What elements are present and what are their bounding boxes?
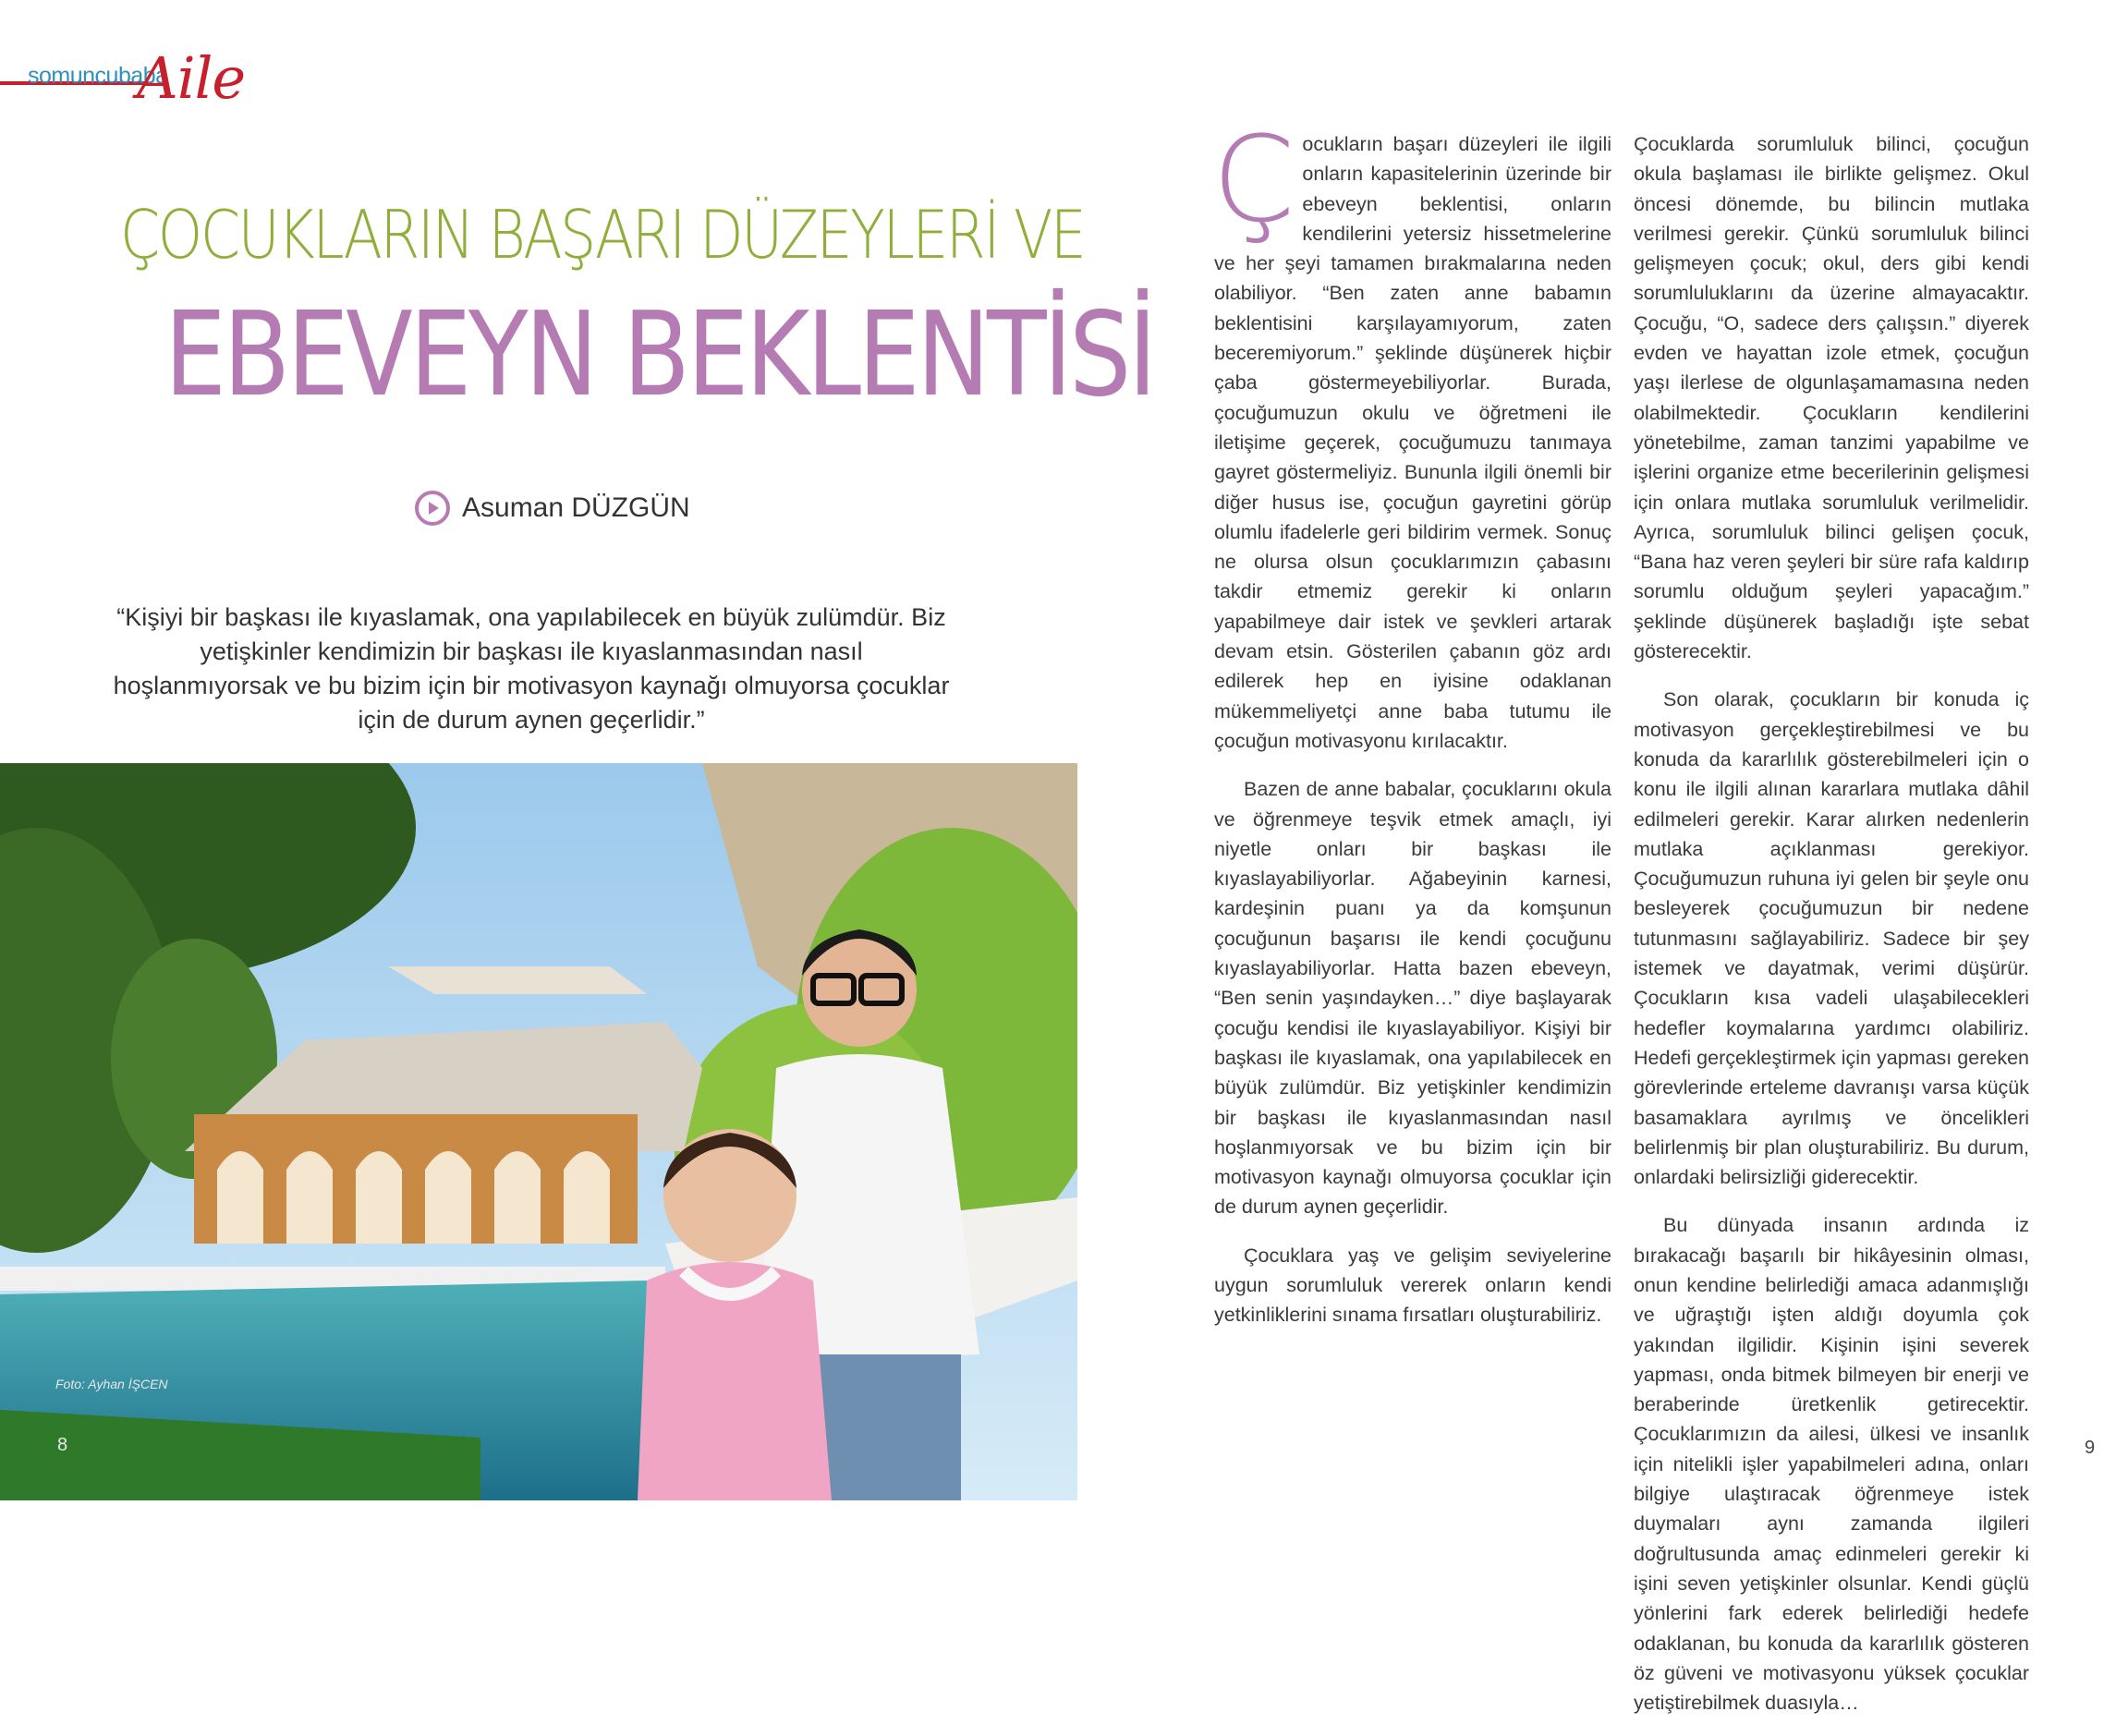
author-name: Asuman DÜZGÜN [462,492,690,523]
pull-quote: “Kişiyi bir başkası ile kıyaslamak, ona yapılabilecek en büyük zulümdür. Biz yetişkinler kendimizin bir başkası ile kıyaslanmasından nasıl hoşlanmıyorsak ve bu bizim için bir motivasyon kaynağı olmuyorsa çocuklar için de durum aynen geçerlidir.” [113,603,950,734]
logo-section-text: Aile [137,44,246,112]
paragraph-3: Çocuklara yaş ve gelişim seviyelerine uygun sorumluluk vererek onların kendi yetkinliklerini sınama fırsatları oluşturabiliriz. [1214,1244,1611,1327]
paragraph-3-continued: Çocuklarda sorumluluk bilinci, çocuğun okula başlaması ile birlikte gelişmez. Okul öncesi dönemde, bu bilincin mutlaka verilmesi gerekir. Çünkü sorumluluk bilinci gelişmeyen çocuk; okul, ders gibi kendi sorumluluklarını da üzerine almayacaktır. Çocuğu, “O, sadece ders çalışsın.” diyerek evden ve hayattan izole etmek, çocuğun yaşı ilerlese de olgunlaşamamasına neden olabilmektedir. Çocukların kendilerini yönetebilme, zaman tanzimi yapabilme ve işlerini organize etme becerilerinin gelişmesi için onlara mutlaka sorumluluk verilmelidir. Ayrıca, sorumluluk bilinci gelişen çocuk, “Bana haz veren şeyleri bir süre rafa kaldırıp sorumlu olduğum şeyleri yapacağım.” şeklinde düşünerek başladığı işte sebat gösterecektir. [1634,133,2029,663]
article-title-line-2: EBEVEYN BEKLENTİSİ [164,286,1154,422]
photo-credit: Foto: Ayhan İŞCEN [55,1377,168,1391]
page-number-right: 9 [2085,1438,2096,1458]
play-circle-icon [414,490,451,527]
left-page [0,0,1154,1500]
right-page [1064,0,2128,1715]
logo-brand-text: somuncubaba [28,63,168,89]
text-column-2 [1634,129,2029,1736]
paragraph-2: Bazen de anne babalar, çocuklarını okula ve öğrenmeye teşvik etmek amaçlı, iyi niyetle onları bir başkası ile kıyaslayabiliyorlar. Ağabeyinin karnesi, kardeşinin puanı ya da komşunun çocuğunun başarısı ile kendi çocuğunu kıyaslayabiliyorlar. Hatta bazen ebeveyn, “Ben senin yaşındayken…” diye başlayarak çocuğu kendisi ile kıyaslayabiliyor. Kişiyi bir başkası ile kıyaslamak, ona yapılabilecek en büyük zulümdür. Biz yetişkinler kendimizin bir başkası ile kıyaslanmasından nasıl hoşlanmıyorsak ve bu bizim için bir motivasyon kaynağı olmuyorsa çocuklar için de durum aynen geçerlidir. [1214,778,1611,1219]
text-column-1 [1212,112,1611,1349]
paragraph-4: Son olarak, çocukların bir konuda iç motivasyon gerçekleştirebilmesi ve bu konuda da kararlılık gösterebilmeleri için o konu ile ilgili alınan kararlara mutlaka dâhil edilmeleri gerekir. Karar alırken nedenlerin mutlaka açıklanması gerekiyor. Çocuğumuzun ruhuna iyi gelen bir şeyle onu besleyerek çocuğumuzun bir nedene tutunmasını sağlayabiliriz. Sadece bir şey istemek ve dayatmak, verimi düşürür. Çocukların kısa vadeli ulaşabilecekleri hedefler koymalarına yardımcı olabiliriz. Hedefi gerçekleştirmek için yapması gereken görevlerinde erteleme davranışı varsa küçük basamaklara ayrılmış ve öncelikleri belirlenmiş bir plan oluşturabiliriz. Bu durum, onlardaki belirsizliği giderecektir. [1634,688,2029,1189]
drop-cap: Ç [1212,112,1295,249]
article-title-line-1: ÇOCUKLARIN BAŞARI DÜZEYLERİ VE [120,196,1085,273]
author-byline [414,488,690,528]
magazine-logo [0,28,246,112]
paragraph-1 [1212,112,1611,756]
page-number-left: 8 [57,1435,68,1455]
paragraph-5: Bu dünyada insanın ardında iz bırakacağı başarılı bir hikâyesinin olması, onun kendine belirlediği amaca adanmışlığı ve uğraştığı işten aldığı doyumla çok yakından ilgilidir. Kişinin işini severek yapması, onda bitmek bilmeyen bir enerji ve beraberinde üretkenlik getirecektir. Çocuklarımızın da ailesi, ülkesi ve insanlık için nitelikli işler yapabilmeleri adına, onları bilgiye ulaştıracak öğrenmeye istek duymaları aynı zamanda ilgileri doğrultusunda amaç edinmeleri gerekir ki işini seven yetişkinler olsunlar. Kendi güçlü yönlerini fark ederek belirlediği hedefe odaklanan, bu konuda da kararlılık gösteren öz güveni ve motivasyonu yüksek çocuklar yetiştirebilmek duasıyla… [1634,1214,2029,1715]
paragraph-1-text: ocukların başarı düzeyleri ile ilgili onların kapasitelerinin üzerinde bir ebeveyn beklentisi, onların kendilerini yetersiz hissetmelerine ve her şeyi tamamen bırakmalarına neden olabiliyor. “Ben zaten anne babamın beklentisini karşılayamıyorum, zaten beceremiyorum.” şeklinde düşünerek hiçbir çaba göstermeyebiliyorlar. Burada, çocuğumuzun okulu ve öğretmeni ile iletişime geçerek, çocuğumuzu tanımaya gayret göstermeliyiz. Bununla ilgili önemli bir diğer husus ise, çocuğun gayretini görüp olumlu ifadelerle geri bildirim vermek. Sonuç ne olursa olsun çocuklarımızın çabasını takdir etmemiz gerekir ki onların yapabilmeye dair istek ve şevkleri artarak devam etsin. Gösterilen çabanın göz ardı edilerek hep en iyisine odaklanan mükemmeliyetçi anne baba tutumu ile çocuğun motivasyonu kırılacaktır. [1214,133,1611,752]
